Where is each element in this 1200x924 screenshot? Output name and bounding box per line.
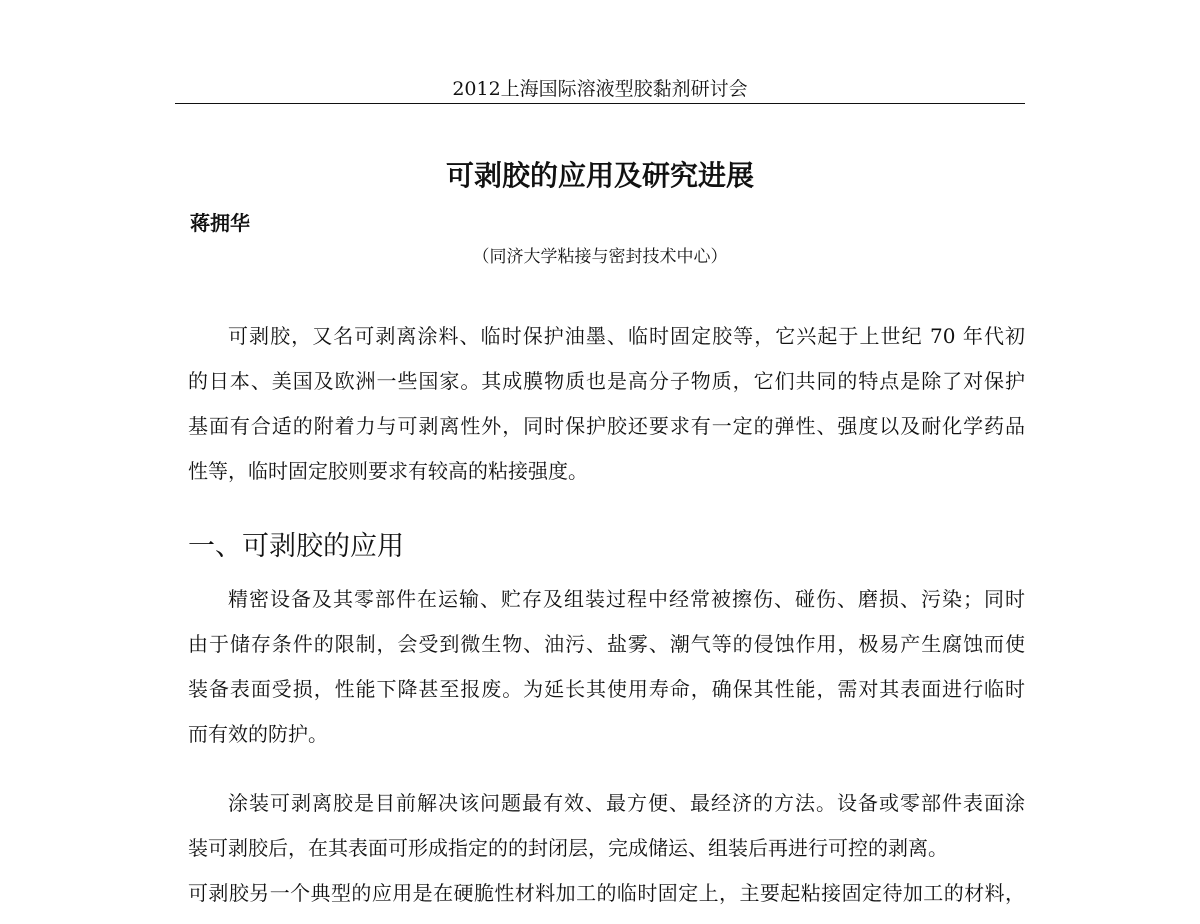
- paragraph-line: 装可剥胶后，在其表面可形成指定的的封闭层，完成储运、组装后再进行可控的剥离。: [188, 836, 948, 860]
- paragraph-line: 而有效的防护。: [188, 722, 328, 746]
- paragraph-line: 由于储存条件的限制，会受到微生物、油污、盐雾、潮气等的侵蚀作用，极易产生腐蚀而使: [188, 632, 1025, 656]
- header-rule: [175, 103, 1025, 104]
- article-title: 可剥胶的应用及研究进展: [445, 159, 754, 192]
- running-header: 2012上海国际溶液型胶黏剂研讨会: [452, 78, 748, 100]
- paragraph-line: 精密设备及其零部件在运输、贮存及组装过程中经常被擦伤、碰伤、磨损、污染；同时: [228, 587, 1025, 611]
- paragraph-line: 可剥胶另一个典型的应用是在硬脆性材料加工的临时固定上，主要起粘接固定待加工的材料，: [188, 881, 1025, 905]
- paragraph-line: 装备表面受损，性能下降甚至报废。为延长其使用寿命，确保其性能，需对其表面进行临时: [188, 677, 1025, 701]
- author-name: 蒋拥华: [190, 211, 250, 235]
- intro-line: 性等，临时固定胶则要求有较高的粘接强度。: [188, 459, 588, 483]
- paragraph-line: 涂装可剥离胶是目前解决该问题最有效、最方便、最经济的方法。设备或零部件表面涂: [228, 791, 1025, 815]
- section-heading: 一、可剥胶的应用: [188, 531, 404, 562]
- author-affiliation: （同济大学粘接与密封技术中心）: [472, 247, 728, 267]
- intro-line: 基面有合适的附着力与可剥离性外，同时保护胶还要求有一定的弹性、强度以及耐化学药品: [188, 414, 1025, 438]
- intro-line: 的日本、美国及欧洲一些国家。其成膜物质也是高分子物质，它们共同的特点是除了对保护: [188, 369, 1025, 393]
- intro-line: 可剥胶，又名可剥离涂料、临时保护油墨、临时固定胶等，它兴起于上世纪 70 年代初: [228, 324, 1025, 348]
